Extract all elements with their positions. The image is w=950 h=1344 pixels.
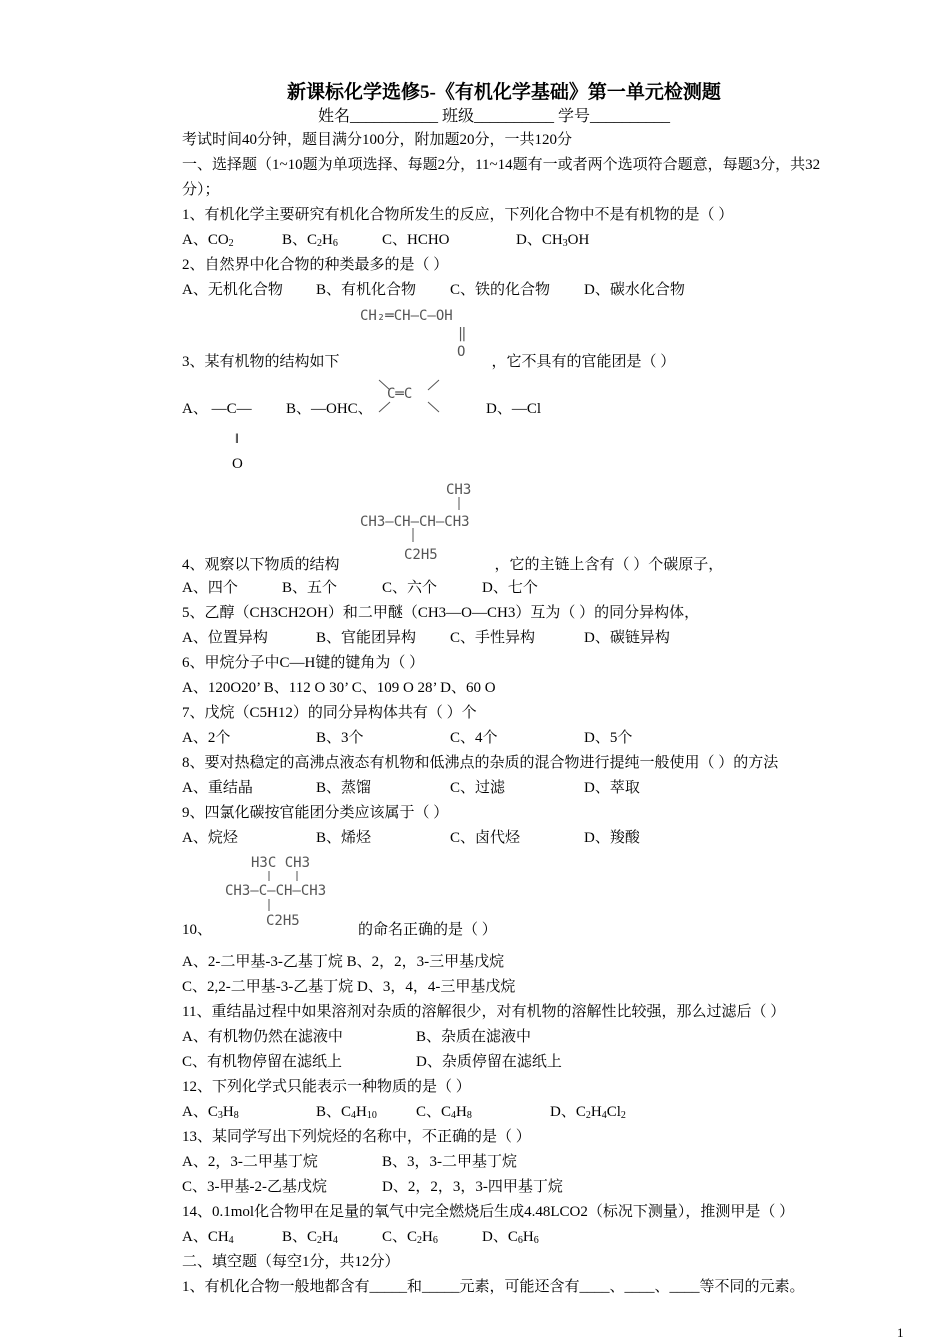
q4-structure-main: CH3—CH—CH—CH3 <box>360 514 470 530</box>
option-a-double-bond: ‖ <box>235 432 239 447</box>
option-c: C、六个 <box>382 580 438 596</box>
option-a: A、$CH_4$ <box>182 1229 234 1246</box>
option-d: D、2，2，3，3-四甲基丁烷 <box>382 1179 563 1195</box>
question-6-options: A、120O20’ B、112 O 30’ C、109 O 28’ D、60 O <box>182 680 496 696</box>
question-11-options-cd <box>182 1052 562 1072</box>
section1-header: 一、选择题（1~10题为单项选择、每题2分，11~14题有一或者两个选项符合题意，每题3分，共32 <box>182 157 821 173</box>
option-a: A、2，3-二甲基丁烷 <box>182 1154 318 1170</box>
question-3-options <box>182 399 541 419</box>
option-b: B、3个 <box>316 730 364 746</box>
option-a: A、$C_3H_8$ <box>182 1104 239 1121</box>
question-13-options-ab <box>182 1152 517 1172</box>
option-b: B、杂质在滤液中 <box>416 1029 532 1045</box>
question-3: 3、某有机物的结构如下 ，它不具有的官能团是（ ） <box>182 354 676 370</box>
section2-header: 二、填空题（每空1分，共12分） <box>182 1254 400 1270</box>
option-b: B、3，3-二甲基丁烷 <box>382 1154 518 1170</box>
option-c: C、$C_2H_6$ <box>382 1229 438 1246</box>
question-12: 12、下列化学式只能表示一种物质的是（ ） <box>182 1079 471 1095</box>
option-b: B、$C_2H_6$ <box>282 232 338 249</box>
option-b: B、五个 <box>282 580 338 596</box>
question-12-options <box>182 1102 626 1126</box>
question-1: 1、有机化学主要研究有机化合物所发生的反应，下列化合物中不是有机物的是（ ） <box>182 207 734 223</box>
option-b: B、$C_4H_{10}$ <box>316 1104 377 1121</box>
question-9-options <box>182 828 640 848</box>
exam-note: 考试时间40分钟，题目满分100分，附加题20分，一共120分 <box>182 132 573 148</box>
option-a-oxygen: O <box>232 456 243 472</box>
q10-structure-top: H3C CH3 <box>251 855 311 871</box>
option-a: A、 —C— <box>182 401 252 417</box>
option-c: C、4个 <box>450 730 498 746</box>
q10-structure-main: CH3—C—CH—CH3 <box>225 883 327 899</box>
question-2: 2、自然界中化合物的种类最多的是（ ） <box>182 257 449 273</box>
question-8-options <box>182 778 640 798</box>
q4-structure-ethyl: C2H5 <box>404 547 438 563</box>
question-10-options-ab: A、2-二甲基-3-乙基丁烷 B、2，2，3-三甲基戊烷 <box>182 954 505 970</box>
question-13: 13、某同学写出下列烷烃的名称中，不正确的是（ ） <box>182 1129 531 1145</box>
option-d: D、羧酸 <box>584 830 640 846</box>
q3-structure-formula: CH₂═CH—C—OH <box>360 308 453 324</box>
question-10-options-cd: C、2,2-二甲基-3-乙基丁烷 D、3，4，4-三甲基戊烷 <box>182 979 516 995</box>
option-c: C、3-甲基-2-乙基戊烷 <box>182 1179 327 1195</box>
q3-structure-oxygen: O <box>457 344 466 360</box>
question-6: 6、甲烷分子中C—H键的键角为（ ） <box>182 655 425 671</box>
option-b: B、有机化合物 <box>316 282 417 298</box>
question-14: 14、0.1mol化合物甲在足量的氧气中完全燃烧后生成4.48LCO2（标况下测量），推测甲是（ ） <box>182 1204 795 1220</box>
option-a: A、位置异构 <box>182 630 268 646</box>
option-c: C、过滤 <box>450 780 506 796</box>
option-b: B、蒸馏 <box>316 780 372 796</box>
question-7: 7、戊烷（C5H12）的同分异构体共有（ ）个 <box>182 705 477 721</box>
option-d: D、$C_2H_4Cl_2$ <box>550 1104 626 1121</box>
option-d: D、$CH_3OH$ <box>516 232 590 249</box>
option-b: B、烯烃 <box>316 830 372 846</box>
option-a: A、无机化合物 <box>182 282 283 298</box>
option-d: D、萃取 <box>584 780 640 796</box>
option-d: D、5个 <box>584 730 633 746</box>
option-b: B、—OHC、 <box>286 401 373 417</box>
option-d: D、杂质停留在滤纸上 <box>416 1054 562 1070</box>
option-c: C、有机物停留在滤纸上 <box>182 1054 343 1070</box>
page-title: 新课标化学选修5-《有机化学基础》第一单元检测题 <box>287 82 721 103</box>
question-5: 5、乙醇（CH3CH2OH）和二甲醚（CH3—O—CH3）互为（ ）的同分异构体， <box>182 605 700 621</box>
option-a: A、$CO_2$ <box>182 232 234 249</box>
question-11: 11、重结晶过程中如果溶剂对杂质的溶解很少，对有机物的溶解性比较强，那么过滤后（ ） <box>182 1004 786 1020</box>
option-b: B、官能团异构 <box>316 630 417 646</box>
question-13-options-cd <box>182 1177 563 1197</box>
option-a: A、四个 <box>182 580 238 596</box>
question-5-options <box>182 628 670 648</box>
question-9: 9、四氯化碳按官能团分类应该属于（ ） <box>182 805 449 821</box>
question-8: 8、要对热稳定的高沸点液态有机物和低沸点的杂质的混合物进行提纯一般使用（ ）的方法 <box>182 755 779 771</box>
student-info: 姓名___________ 班级__________ 学号__________ <box>318 108 671 125</box>
option-c: C、HCHO <box>382 232 450 248</box>
option-c: C、铁的化合物 <box>450 282 551 298</box>
question-2-options <box>182 280 685 300</box>
option-c: C、手性异构 <box>450 630 536 646</box>
option-d: D、碳水化合物 <box>584 282 685 298</box>
question-7-options <box>182 728 632 748</box>
option-d: D、—Cl <box>486 401 542 417</box>
question-11-options-ab <box>182 1027 531 1047</box>
section1-header-cont: 分）； <box>182 182 220 198</box>
q4-structure-methyl: CH3 <box>446 482 472 498</box>
q10-structure-ethyl: C2H5 <box>266 913 300 929</box>
option-d: D、$C_6H_6$ <box>482 1229 539 1246</box>
question-14-options <box>182 1227 539 1251</box>
page-number: 1 <box>897 1325 904 1340</box>
option-a: A、2个 <box>182 730 231 746</box>
option-d: D、七个 <box>482 580 538 596</box>
option-c: C、卤代烃 <box>450 830 521 846</box>
option-a: A、烷烃 <box>182 830 238 846</box>
option-c: C、$C_4H_8$ <box>416 1104 472 1121</box>
option-d: D、碳链异构 <box>584 630 670 646</box>
option-b: B、$C_2H_4$ <box>282 1229 338 1246</box>
question-4-options <box>182 578 538 598</box>
question-1-options <box>182 230 589 254</box>
q3-structure-double-bond: ‖ <box>458 326 467 342</box>
question-10: 10、 的命名正确的是（ ） <box>182 922 497 938</box>
fill-question-1: 1、有机化合物一般地都含有_____和_____元素，可能还含有____、____、____等不同的元素。 <box>182 1279 805 1295</box>
question-4: 4、观察以下物质的结构 ，它的主链上含有（ ）个碳原子， <box>182 557 724 573</box>
option-a: A、有机物仍然在滤液中 <box>182 1029 343 1045</box>
option-a: A、重结晶 <box>182 780 253 796</box>
cc-double-bond-label: C═C <box>387 386 413 402</box>
